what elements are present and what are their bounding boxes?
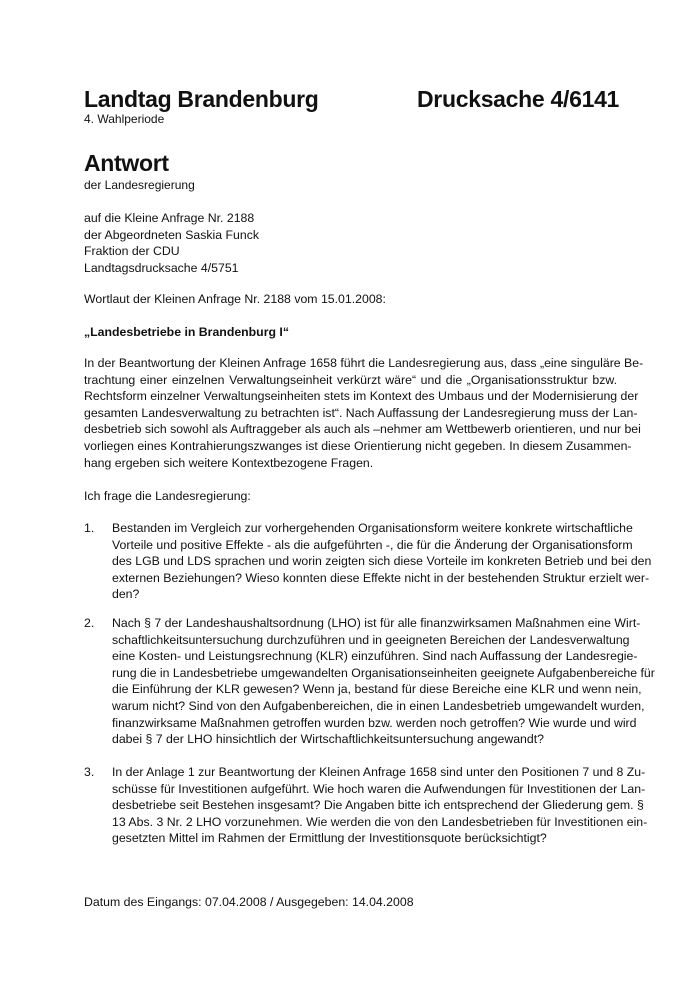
question-line: Bestanden im Vergleich zur vorhergehenden Organisationsform weitere konkrete wirtschaftliche: [112, 521, 633, 535]
question-line: 13 Abs. 3 Nr. 2 LHO vorzunehmen. Wie werden die von den Landesbetrieben für Investitionen ein-: [112, 814, 648, 829]
question-line: warum nicht? Sind von den Aufgabenbereichen, die in einen Landesbetrieb umgewandelt wurden,: [112, 698, 645, 713]
inquiry-line: Landtagsdrucksache 4/5751: [84, 260, 239, 275]
question-line: eine Kosten- und Leistungsrechnung (KLR) einzuführen. Sind nach Auffassung der Landesregie-: [112, 649, 638, 664]
question-line: dabei § 7 der LHO hinsichtlich der Wirtschaftlichkeitsuntersuchung angewandt?: [112, 732, 544, 747]
page-title: Antwort: [84, 150, 169, 176]
question-line: desbetriebe seit Bestehen insgesamt? Die Angaben bitte ich entsprechend der Gliederung gem. §: [112, 798, 644, 813]
intro-line: gesamten Landesverwaltung zu betrachten ist“. Nach Auffassung der Landesregierung muss der Lan-: [84, 405, 638, 420]
inquiry-wording: Wortlaut der Kleinen Anfrage Nr. 2188 vom 15.01.2008:: [84, 292, 386, 306]
question-line: den?: [112, 587, 140, 602]
question-item-1: [84, 520, 652, 606]
intro-line: trachtung einer einzelnen Verwaltungseinheit verkürzt wäre“ und die „Organisationsstruktur bzw.: [84, 372, 617, 387]
intro-line: vorliegen eines Kontrahierungszwanges ist diese Orientierung nicht gegeben. In diesem Zusammen-: [84, 438, 632, 453]
question-line: schüsse für Investitionen aufgeführt. Wie hoch waren die Aufwendungen für Investitionen der Lan-: [112, 781, 646, 796]
question-line: In der Anlage 1 zur Beantwortung der Kleinen Anfrage 1658 sind unter den Positionen 7 und 8 Zu-: [112, 765, 646, 779]
election-period: 4. Wahlperiode: [84, 112, 165, 126]
inquiry-line: auf die Kleine Anfrage Nr. 2188: [84, 211, 255, 225]
question-number: 1.: [84, 521, 95, 535]
question-line: externen Beziehungen? Wieso konnten diese Effekte nicht in der bestehenden Struktur erzielt wer-: [112, 570, 650, 585]
question-line: schaftlichkeitsuntersuchung durchzuführen und in geeigneten Bereichen der Landesverwaltung: [112, 632, 630, 647]
institution-title: Landtag Brandenburg: [84, 86, 319, 112]
inquiry-subject: „Landesbetriebe in Brandenburg I“: [84, 325, 289, 339]
intro-line: desbetrieb sich sowohl als Auftraggeber als auch als –nehmer am Wettbewerb orientieren, und nur bei: [84, 422, 641, 437]
question-line: die Einführung der KLR gewesen? Wenn ja, bestand für diese Bereiche eine KLR und wenn nein,: [112, 682, 642, 697]
inquiry-line: Fraktion der CDU: [84, 244, 180, 259]
inquiry-line: der Abgeordneten Saskia Funck: [84, 227, 260, 242]
receipt-date-footer: Datum des Eingangs: 07.04.2008 / Ausgegeben: 14.04.2008: [84, 895, 414, 909]
intro-line: hang ergeben sich weitere Kontextbezogene Fragen.: [84, 455, 374, 470]
intro-line: In der Beantwortung der Kleinen Anfrage 1658 führt die Landesregierung aus, dass „eine singuläre Be-: [84, 356, 644, 370]
question-line: Nach § 7 der Landeshaushaltsordnung (LHO) ist für alle finanzwirksamen Maßnahmen eine Wirt-: [112, 616, 641, 630]
question-line: Vorteile und positive Effekte - als die aufgeführten -, die für die Änderung der Organisationsform: [112, 537, 633, 552]
intro-line: Rechtsform einzelner Verwaltungseinheiten stets im Kontext des Umbaus und der Modernisierung der: [84, 389, 639, 404]
question-number: 2.: [84, 616, 95, 630]
question-number: 3.: [84, 765, 95, 779]
ask-line: Ich frage die Landesregierung:: [84, 489, 251, 503]
document-number: Drucksache 4/6141: [417, 86, 620, 112]
question-line: des LGB und LDS sprachen und worin zeigten sich diese Vorteile im konkreten Betrieb und bei den: [112, 554, 652, 569]
inquiry-reference: [84, 210, 259, 276]
intro-paragraph: [84, 355, 644, 471]
question-item-3: [84, 764, 648, 850]
question-line: finanzwirksame Maßnahmen getroffen wurden bzw. werden noch getroffen? Wie wurde und wird: [112, 715, 637, 730]
question-item-2: [84, 615, 655, 751]
page-subtitle: der Landesregierung: [84, 178, 195, 192]
question-line: gesetzten Mittel im Rahmen der Ermittlung der Investitionsquote berücksichtigt?: [112, 831, 547, 846]
question-line: rung die in Landesbetriebe umgewandelten Organisationseinheiten geeignete Aufgabenbereiche für: [112, 665, 655, 680]
